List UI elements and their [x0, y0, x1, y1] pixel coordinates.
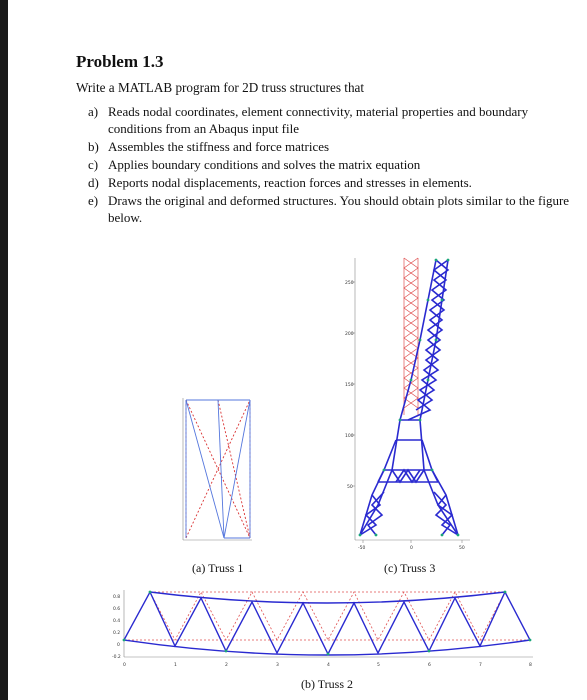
truss2-nodes	[123, 591, 532, 656]
task-item-a: a) Reads nodal coordinates, element connectivity, material properties and boundary conditions from an Abaqus input file	[88, 104, 529, 136]
truss2-ytick-0: 0	[117, 643, 120, 648]
truss2-xtick-4: 4	[327, 663, 330, 668]
truss3-ytick-250: 250	[345, 281, 354, 286]
truss3-nodes	[359, 259, 460, 537]
truss2-xtick-2: 2	[225, 663, 228, 668]
truss2-ytick-labels	[112, 594, 121, 660]
truss1-axes	[183, 398, 252, 540]
truss3-xtick-neg50: -50	[358, 546, 366, 551]
truss2-xtick-8: 8	[529, 663, 532, 668]
truss2-xtick-5: 5	[377, 663, 380, 668]
truss3-xtick-labels	[358, 545, 465, 551]
truss2-ytick-0.6: 0.6	[113, 607, 121, 612]
problem-intro: Write a MATLAB program for 2D truss structures that	[76, 80, 365, 95]
truss2-ytick-0.2: 0.2	[113, 631, 121, 636]
task-item-e: e) Draws the original and deformed structures. You should obtain plots similar to the figure below.	[88, 193, 570, 225]
task-item-d: d) Reports nodal displacements, reaction forces and stresses in elements.	[88, 175, 472, 190]
truss2-original	[124, 592, 530, 640]
problem-title: Problem 1.3	[76, 52, 164, 71]
truss2-xtick-3: 3	[276, 663, 279, 668]
truss3-ytick-100: 100	[345, 434, 354, 439]
truss3-ytick-150: 150	[345, 383, 354, 388]
left-edge-shadow	[0, 0, 8, 700]
truss3-xtick-0: 0	[410, 546, 413, 551]
truss3-xtick-50: 50	[459, 546, 465, 551]
truss2-ytick-0.8: 0.8	[113, 595, 121, 600]
truss1-original	[186, 400, 250, 538]
task-item-c: c) Applies boundary conditions and solves the matrix equation	[88, 157, 421, 172]
truss2-deformed	[124, 592, 530, 655]
task-list	[88, 103, 584, 227]
truss2-ytick-0.4: 0.4	[113, 619, 121, 624]
truss2-xtick-labels	[123, 662, 532, 668]
truss3-axes	[352, 258, 470, 543]
truss3-caption: (c) Truss 3	[384, 561, 436, 575]
truss2-axes	[124, 590, 533, 657]
truss3-original	[404, 258, 418, 415]
truss3-deformed	[360, 260, 458, 535]
truss2-ytick-neg0.2: -0.2	[112, 655, 121, 660]
truss3-ytick-200: 200	[345, 332, 354, 337]
truss2-xtick-1: 1	[174, 663, 177, 668]
truss2-caption: (b) Truss 2	[301, 677, 354, 691]
truss2-xtick-7: 7	[479, 663, 482, 668]
truss1-caption: (a) Truss 1	[192, 561, 244, 575]
task-item-b: b) Assembles the stiffness and force matrices	[88, 139, 330, 154]
truss2-xtick-6: 6	[428, 663, 431, 668]
truss1-deformed	[186, 400, 250, 538]
truss3-ytick-labels	[345, 280, 354, 490]
truss2-xtick-0: 0	[123, 663, 126, 668]
truss3-ytick-50: 50	[347, 485, 353, 490]
